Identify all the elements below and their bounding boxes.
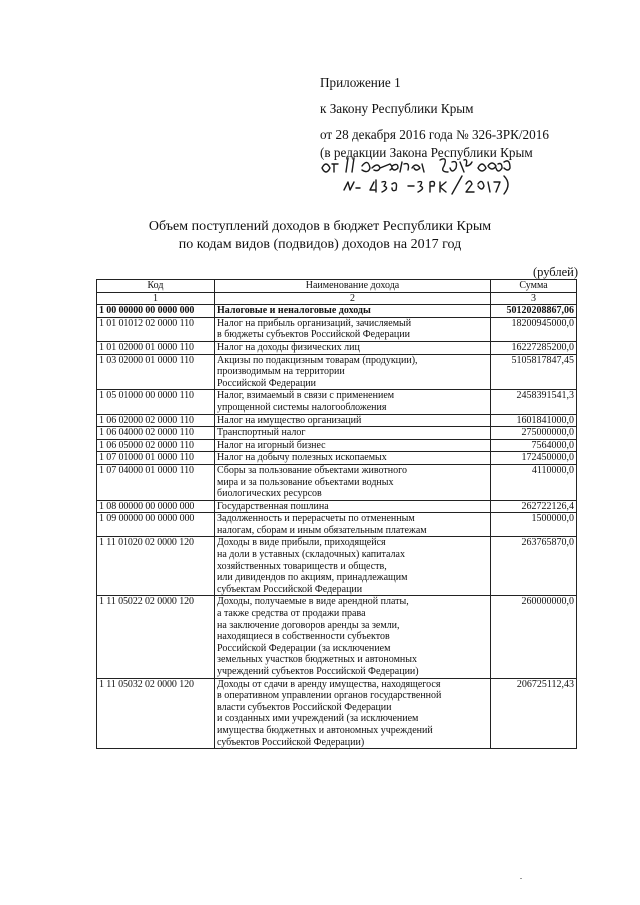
table-row xyxy=(97,439,577,452)
row-sum: 50120208867,06 xyxy=(491,305,577,318)
column-number-name: 2 xyxy=(215,292,491,305)
row-name: Налоговые и неналоговые доходы xyxy=(215,305,491,318)
table-row xyxy=(97,317,577,341)
row-name: Доходы в виде прибыли, приходящейся на доли в уставных (складочных) капиталах хозяйственных товариществ и обществ, или дивидендов по акциям, принадлежащим субъектам Российской Федерации xyxy=(215,537,491,596)
header-sum: Сумма xyxy=(491,280,577,293)
row-sum: 262722126,4 xyxy=(491,500,577,513)
row-name: Налог на прибыль организаций, зачисляемый в бюджеты субъектов Российской Федерации xyxy=(215,317,491,341)
table-row xyxy=(97,390,577,414)
row-name: Транспортный налог xyxy=(215,427,491,440)
row-name: Акцизы по подакцизным товарам (продукции), производимым на территории Российской Федерации xyxy=(215,354,491,390)
row-sum: 16227285200,0 xyxy=(491,341,577,354)
row-name: Налог на игорный бизнес xyxy=(215,439,491,452)
row-sum: 1500000,0 xyxy=(491,513,577,537)
row-sum: 4110000,0 xyxy=(491,464,577,500)
row-code: 1 11 05022 02 0000 120 xyxy=(97,596,215,678)
table-row xyxy=(97,678,577,749)
row-code: 1 07 04000 01 0000 110 xyxy=(97,464,215,500)
row-code: 1 06 02000 02 0000 110 xyxy=(97,414,215,427)
income-table xyxy=(96,279,577,749)
row-sum: 1601841000,0 xyxy=(491,414,577,427)
row-sum: 260000000,0 xyxy=(491,596,577,678)
table-row xyxy=(97,596,577,678)
table-row xyxy=(97,341,577,354)
table-row xyxy=(97,464,577,500)
row-code: 1 07 01000 01 0000 110 xyxy=(97,452,215,465)
header-code: Код xyxy=(97,280,215,293)
revision-note: (в редакции Закона Республики Крым xyxy=(320,145,533,160)
table-row xyxy=(97,452,577,465)
table-row xyxy=(97,537,577,596)
row-code: 1 11 05032 02 0000 120 xyxy=(97,678,215,749)
row-code: 1 00 00000 00 0000 000 xyxy=(97,305,215,318)
row-sum: 5105817847,45 xyxy=(491,354,577,390)
row-code: 1 06 04000 02 0000 110 xyxy=(97,427,215,440)
table-row xyxy=(97,427,577,440)
row-name: Налог на добычу полезных ископаемых xyxy=(215,452,491,465)
table-header-row xyxy=(97,280,577,293)
handwritten-annotation-image xyxy=(318,152,578,202)
appendix-header xyxy=(320,74,549,162)
row-name: Доходы от сдачи в аренду имущества, находящегося в оперативном управлении органов государственной власти субъектов Российской Федерации и созданных ими учреждений (за исключением имущества бюджетных и автономных учреждений субъектов Российской Федерации) xyxy=(215,678,491,749)
table-row xyxy=(97,500,577,513)
row-code: 1 11 01020 02 0000 120 xyxy=(97,537,215,596)
document-title xyxy=(100,218,540,254)
table-row xyxy=(97,354,577,390)
column-number-row xyxy=(97,292,577,305)
currency-unit: (рублей) xyxy=(532,265,578,279)
row-sum: 172450000,0 xyxy=(491,452,577,465)
table-row xyxy=(97,414,577,427)
row-code: 1 01 02000 01 0000 110 xyxy=(97,341,215,354)
row-name: Налог на доходы физических лиц xyxy=(215,341,491,354)
row-code: 1 08 00000 00 0000 000 xyxy=(97,500,215,513)
handwritten-revision-signature xyxy=(318,152,578,202)
row-sum: 206725112,43 xyxy=(491,678,577,749)
title-line-1: Объем поступлений доходов в бюджет Республики Крым xyxy=(148,219,492,234)
appendix-number: Приложение 1 xyxy=(320,75,401,90)
row-name: Сборы за пользование объектами животного мира и за пользование объектами водных биологических ресурсов xyxy=(215,464,491,500)
column-number-code: 1 xyxy=(97,292,215,305)
header-name: Наименование дохода xyxy=(215,280,491,293)
row-name: Задолженность и перерасчеты по отмененным налогам, сборам и иным обязательным платежам xyxy=(215,513,491,537)
table-row xyxy=(97,305,577,318)
row-sum: 275000000,0 xyxy=(491,427,577,440)
row-sum: 2458391541,3 xyxy=(491,390,577,414)
scan-speck xyxy=(520,878,522,879)
row-code: 1 03 02000 01 0000 110 xyxy=(97,354,215,390)
row-code: 1 06 05000 02 0000 110 xyxy=(97,439,215,452)
law-reference: к Закону Республики Крым xyxy=(320,101,474,116)
row-sum: 263765870,0 xyxy=(491,537,577,596)
law-date-number: от 28 декабря 2016 года № 326-ЗРК/2016 xyxy=(320,127,549,142)
income-table-body xyxy=(97,305,577,749)
title-line-2: по кодам видов (подвидов) доходов на 2017 год xyxy=(178,237,462,252)
row-sum: 18200945000,0 xyxy=(491,317,577,341)
row-code: 1 09 00000 00 0000 000 xyxy=(97,513,215,537)
row-code: 1 01 01012 02 0000 110 xyxy=(97,317,215,341)
row-sum: 7564000,0 xyxy=(491,439,577,452)
row-name: Государственная пошлина xyxy=(215,500,491,513)
table-row xyxy=(97,513,577,537)
row-name: Доходы, получаемые в виде арендной платы, а также средства от продажи права на заключение договоров аренды за земли, находящиеся в собственности субъектов Российской Федерации (за исключением земельных участков бюджетных и автономных учреждений субъектов Российской Федерации) xyxy=(215,596,491,678)
row-name: Налог, взимаемый в связи с применением упрощенной системы налогообложения xyxy=(215,390,491,414)
column-number-sum: 3 xyxy=(491,292,577,305)
row-name: Налог на имущество организаций xyxy=(215,414,491,427)
row-code: 1 05 01000 00 0000 110 xyxy=(97,390,215,414)
